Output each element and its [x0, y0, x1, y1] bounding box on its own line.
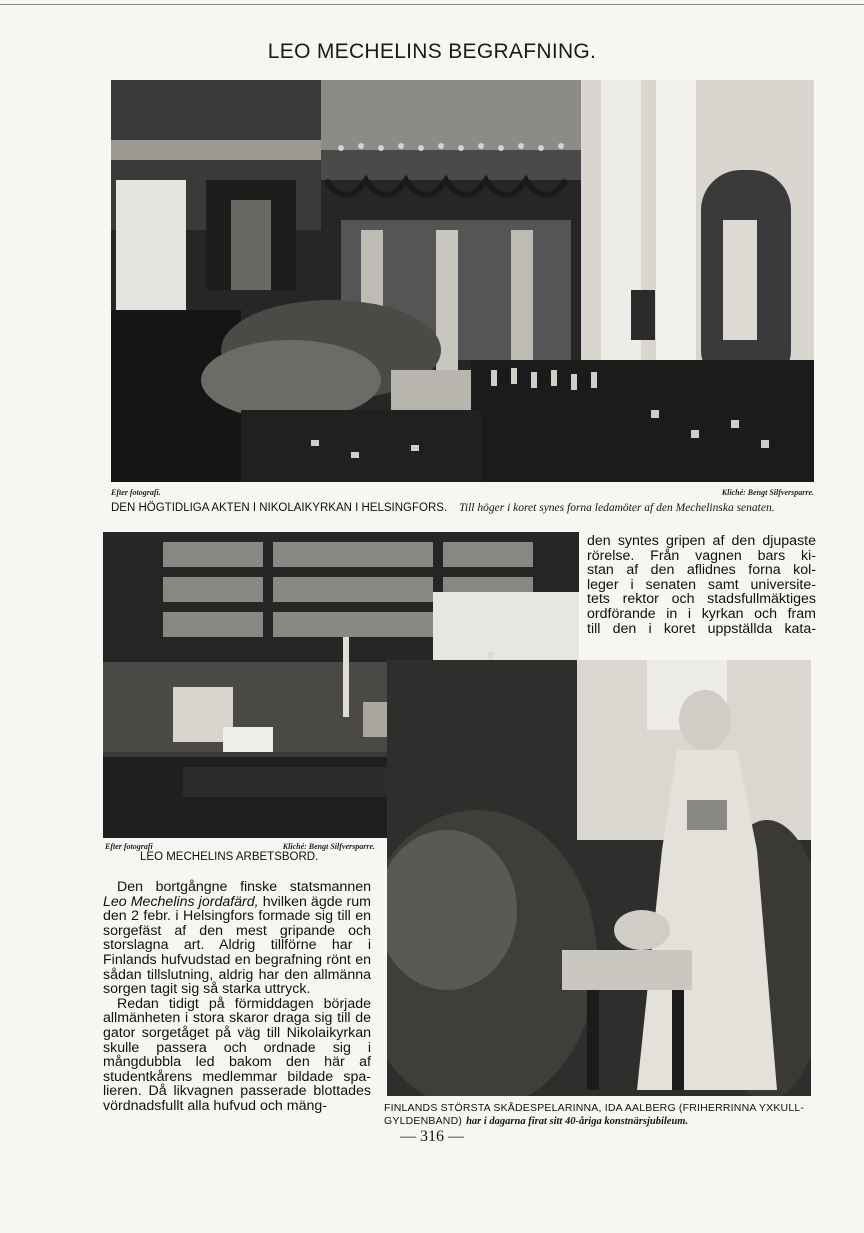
photo2-credit-left: Efter fotografi [105, 842, 153, 851]
photo1-caption-main: DEN HÖGTIDLIGA AKTEN I NIKOLAIKYRKAN I HELSINGFORS. [111, 502, 448, 514]
photo3-caption-main: FINLANDS STÖRSTA SKÅDESPELARINNA, IDA AALBERG (FRIHERRINNA YXKULL-GYLDENBAND) [384, 1102, 805, 1127]
photo1-caption-italic: Till höger i koret synes forna ledamöter af den Mechelinska senaten. [459, 502, 775, 514]
photo1-credits [111, 488, 814, 497]
left-column-text [103, 880, 371, 1114]
p1-before: Den bortgångne finske statsmannen [117, 879, 371, 895]
actress-image [387, 660, 811, 1096]
paragraph-1 [103, 880, 371, 997]
p1-after: hvilken ägde rum den 2 febr. i Helsingfors formade sig till en sorgefäst af den mest gripande och storslagna art. Aldrig tillförne har i Finlands hufvudstad en begrafning rönt en sådan tillslutning, aldrig har den allmänna sorgen tagit sig så starka uttryck. [103, 893, 371, 998]
photo2-caption: LEO MECHELINS ARBETSBORD. [140, 851, 319, 863]
photo1-credit-right: Kliché: Bengt Silfversparre. [721, 488, 814, 497]
photo2-credits [105, 842, 375, 851]
right-line-5: tets rektor och stadsfullmäktiges [587, 591, 816, 608]
photo3-caption-italic: har i dagarna firat sitt 40-åriga konstnärsjubileum. [466, 1116, 689, 1127]
right-column-text [587, 534, 816, 636]
photo1-caption [111, 498, 821, 516]
photo-church-ceremony [111, 80, 814, 482]
church-interior-image [111, 80, 814, 482]
top-rule [0, 4, 864, 5]
right-line-2: rörelse. Från vagnen bars ki- [587, 547, 816, 564]
right-line-3: stan af den aflidnes forna kol- [587, 562, 816, 579]
page-title: LEO MECHELINS BEGRAFNING. [267, 40, 597, 63]
right-line-7: till den i koret uppställda kata- [587, 620, 816, 637]
photo3-caption [384, 1101, 814, 1128]
paragraph-2: Redan tidigt på förmiddagen började allmänheten i stora skaror draga sig till de gator sorgetåget på väg till Nikolaikyrkan skulle passera och ordnade sig i mångdubbla led bakom den här af studentkårens medlemmar bildade spalieren. Då likvagnen passerade blottades vördnadsfullt alla hufvud och mäng- [103, 995, 371, 1114]
right-line-4: leger i senaten samt universite- [587, 576, 816, 593]
page-number: — 316 — [400, 1128, 464, 1145]
photo-actress-ida-aalberg [387, 660, 811, 1096]
p1-italic: Leo Mechelins jordafärd, [103, 893, 259, 910]
right-line-6: ordförande in i kyrkan och fram [587, 605, 816, 622]
photo2-credit-right: Kliché: Bengt Silfversparre. [282, 842, 375, 851]
photo1-credit-left: Efter fotografi. [111, 488, 161, 497]
right-line-1: den syntes gripen af den djupaste [587, 533, 816, 549]
